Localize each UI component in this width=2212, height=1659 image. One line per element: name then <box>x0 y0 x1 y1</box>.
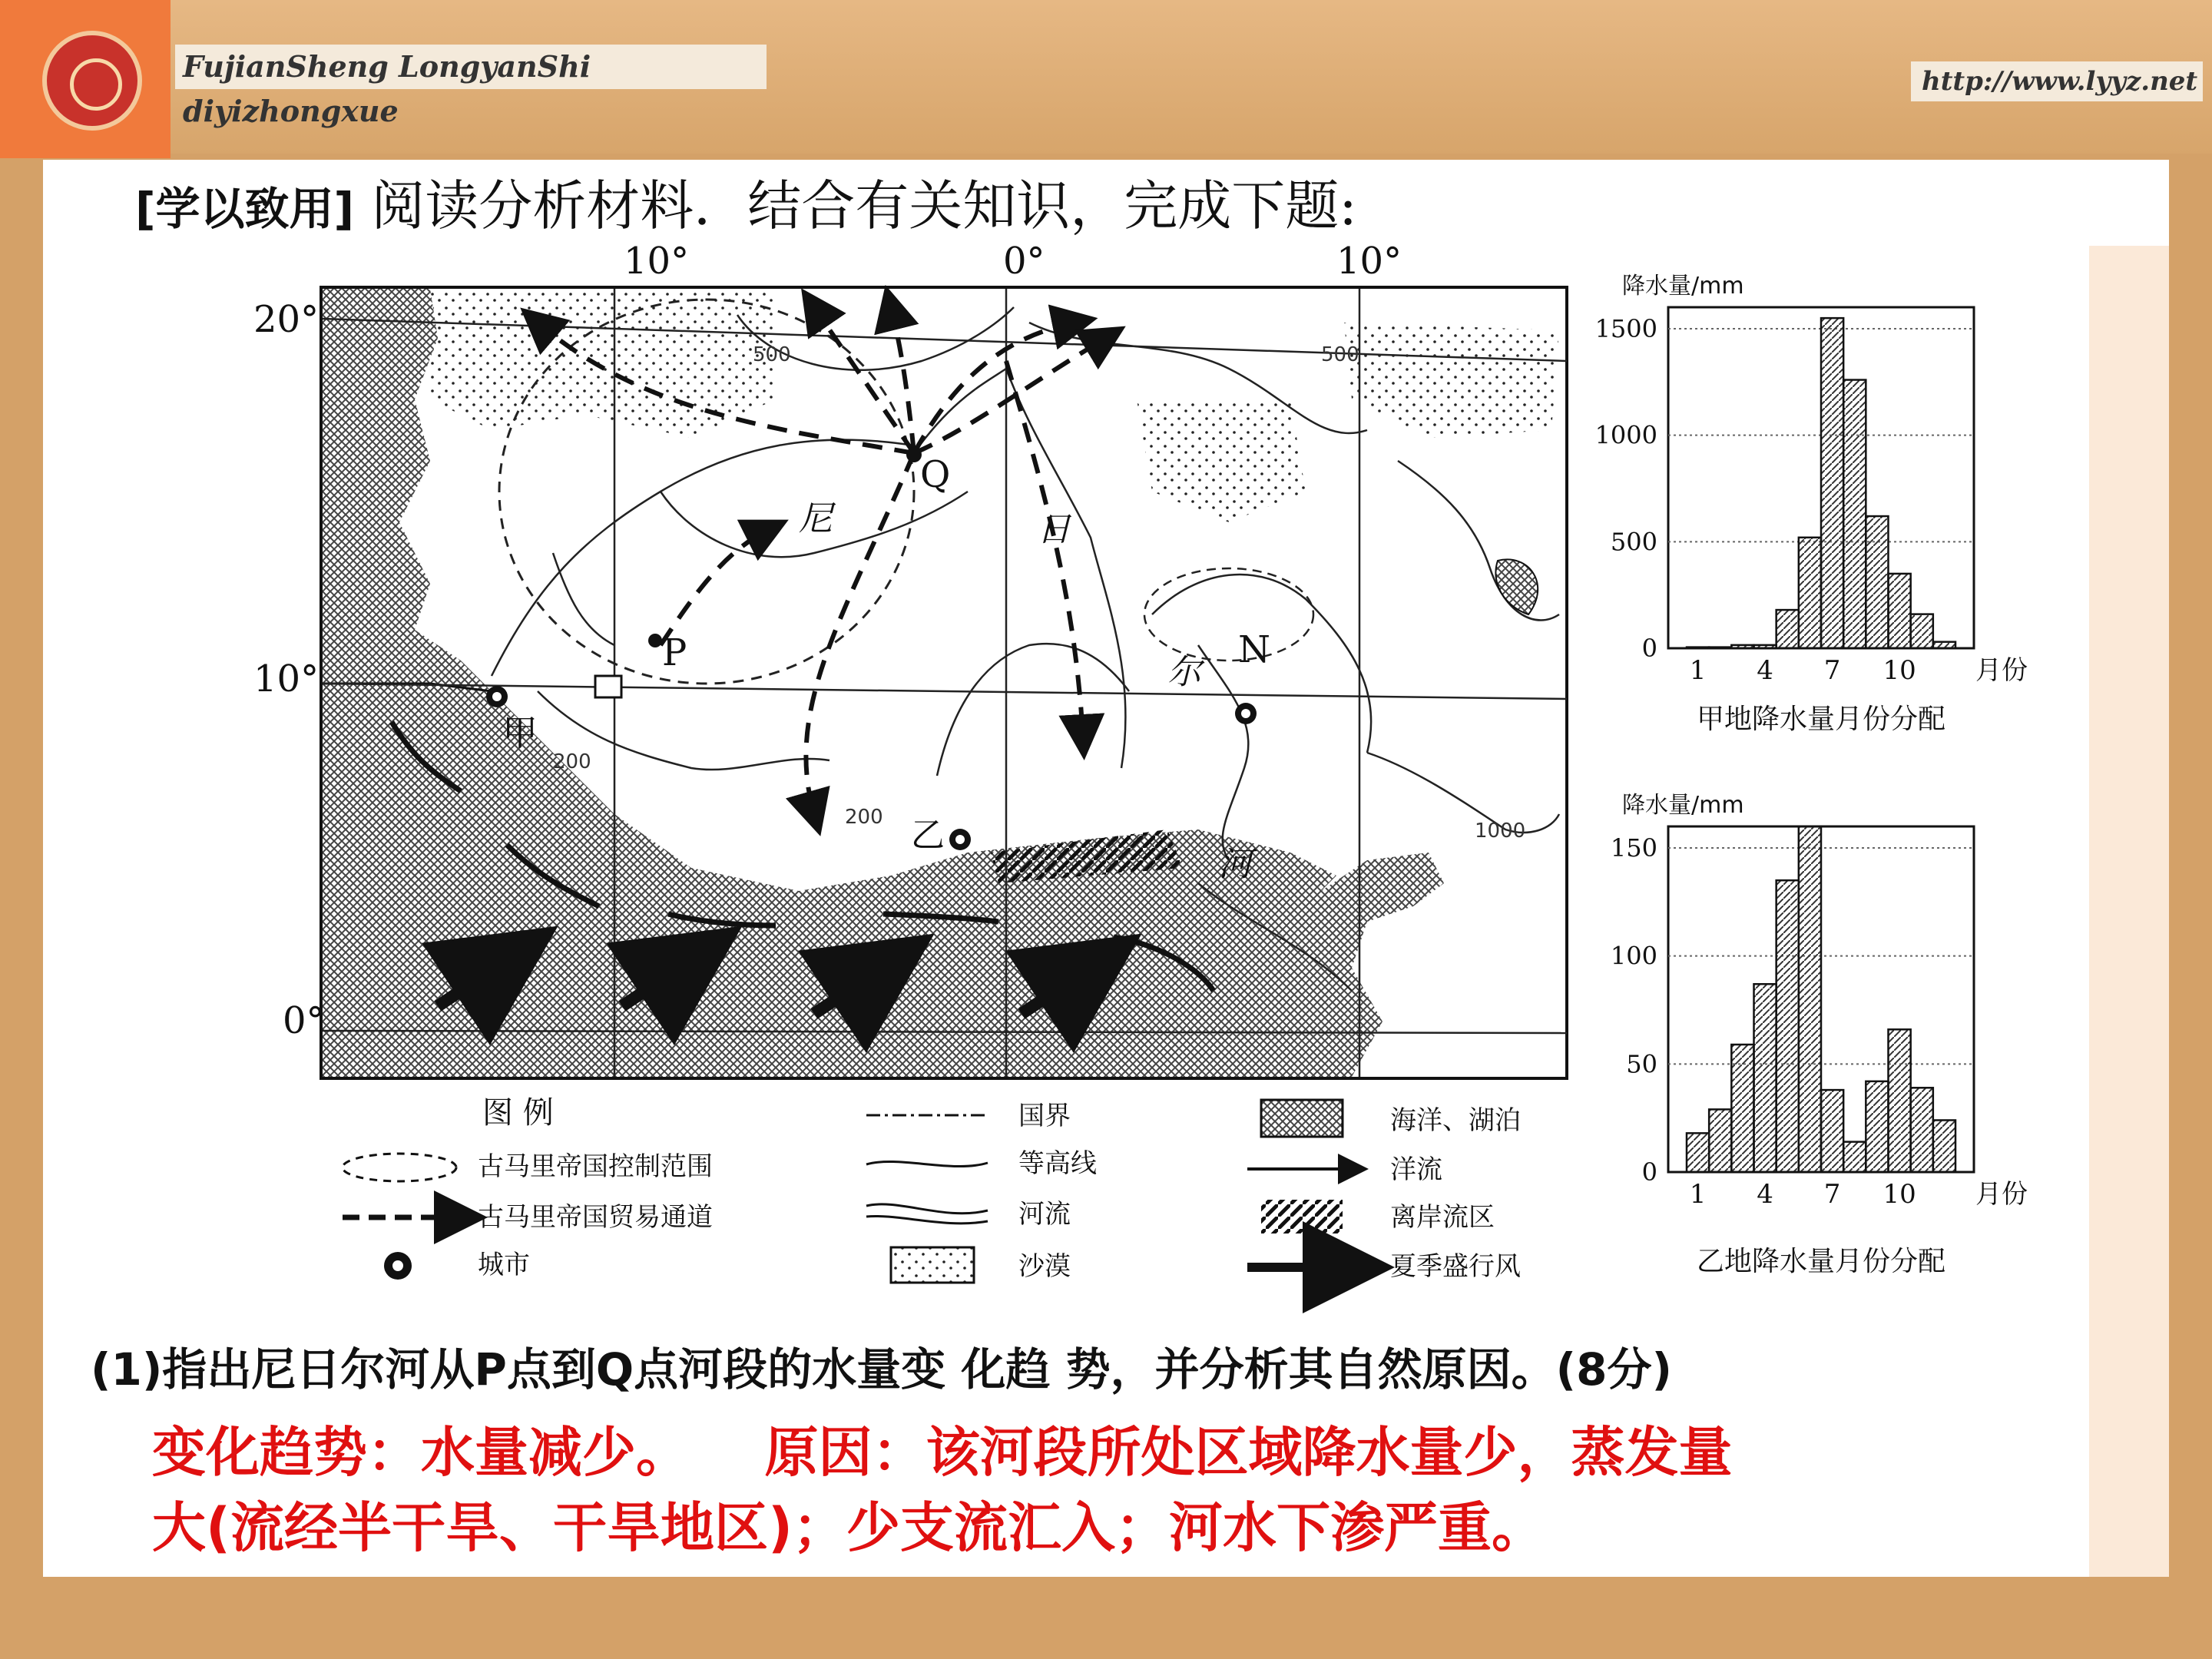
chart-bar <box>1687 1133 1709 1172</box>
chart-bar <box>1843 380 1866 648</box>
lon-label-0: 0° <box>1003 240 1045 283</box>
site-url: http://www.lyyz.net <box>1911 61 2203 101</box>
chart-bar <box>1889 1029 1911 1172</box>
legend-title: 图 例 <box>482 1095 554 1131</box>
legend-label: 国界 <box>1018 1101 1071 1131</box>
chart-y-tick: 0 <box>1641 634 1657 663</box>
legend-label: 海洋、湖泊 <box>1390 1105 1521 1136</box>
label-n: N <box>1238 628 1270 671</box>
desert-dots-icon <box>891 1247 974 1283</box>
legend-label: 等高线 <box>1018 1148 1097 1179</box>
chart-bar <box>1821 1090 1843 1172</box>
chart-bar <box>1777 610 1799 648</box>
label-yi: 乙 <box>911 816 945 855</box>
legend-label: 河流 <box>1018 1199 1071 1230</box>
contour-label: 500 <box>753 343 791 366</box>
chart-bar <box>1731 1045 1753 1172</box>
chart-y-tick: 1500 <box>1594 314 1657 343</box>
chart-x-tick: 1 <box>1689 655 1707 686</box>
label-ni: 尼 <box>799 499 833 538</box>
legend-label: 洋流 <box>1390 1154 1442 1185</box>
lat-label-10n: 10° <box>253 657 320 700</box>
lat-label-0: 0° <box>283 999 325 1042</box>
lon-label-10e: 10° <box>1336 240 1402 283</box>
label-jia: 甲 <box>502 712 538 753</box>
chart-y-tick: 150 <box>1610 833 1657 863</box>
chart-jia <box>1595 273 2028 735</box>
label-ri: 日 <box>1037 510 1071 549</box>
chart-x-tick: 7 <box>1823 655 1841 686</box>
dashed-ellipse-icon <box>343 1154 456 1181</box>
heading-title: 阅读分析材料．结合有关知识，完成下题: <box>371 174 1357 237</box>
map-legend <box>343 1095 1521 1283</box>
chart-x-tick: 10 <box>1883 655 1916 686</box>
chart-bar <box>1731 645 1753 648</box>
chart-bar <box>1687 647 1709 648</box>
chart-bar <box>1754 984 1777 1172</box>
chart-bar <box>1843 1142 1866 1172</box>
ocean-hatch-icon <box>1261 1100 1343 1137</box>
legend-label: 夏季盛行风 <box>1390 1251 1521 1282</box>
chart-x-tick: 4 <box>1757 655 1773 686</box>
contour-label: 200 <box>553 750 591 773</box>
chart-x-tick: 1 <box>1689 1179 1707 1210</box>
contour-label: 200 <box>845 806 883 829</box>
chart-bar <box>1933 1120 1955 1172</box>
label-er: 尔 <box>1167 653 1201 692</box>
chart-x-tick: 4 <box>1757 1179 1773 1210</box>
contour-label: 1000 <box>1475 820 1526 843</box>
chart-bar <box>1889 574 1911 648</box>
chart-y-tick: 1000 <box>1594 420 1657 450</box>
chart-y-label: 降水量/mm <box>1622 273 1744 300</box>
diagonal-hatch-icon <box>1261 1200 1343 1233</box>
lon-label-10w: 10° <box>624 240 690 283</box>
chart-x-tick: 7 <box>1823 1179 1841 1210</box>
school-name: FujianSheng LongyanShi diyizhongxue <box>175 45 767 89</box>
answer-text <box>152 1415 2026 1565</box>
chart-bar <box>1709 647 1731 648</box>
chart-yi <box>1611 792 2028 1277</box>
label-q: Q <box>920 453 951 496</box>
chart-bar <box>1911 614 1933 648</box>
river-icon <box>866 1204 988 1224</box>
chart-x-tick: 10 <box>1883 1179 1916 1210</box>
chart-y-tick: 50 <box>1626 1049 1657 1079</box>
chart-y-tick: 500 <box>1610 527 1657 557</box>
chart-y-tick: 100 <box>1610 941 1657 971</box>
legend-label: 离岸流区 <box>1390 1202 1495 1233</box>
chart-bar <box>1799 826 1821 1172</box>
chart-x-label: 月份 <box>1975 655 2028 686</box>
heading-tag: [学以致用] <box>135 183 355 235</box>
label-p: P <box>662 631 687 674</box>
legend-label: 古马里帝国贸易通道 <box>478 1202 713 1233</box>
answer-line-1: 变化趋势：水量减少。 原因：该河段所处区域降水量少，蒸发量 <box>152 1421 1733 1484</box>
legend-label: 沙漠 <box>1018 1251 1071 1282</box>
chart-y-label: 降水量/mm <box>1622 792 1744 819</box>
chart-caption: 甲地降水量月份分配 <box>1696 704 1946 735</box>
lat-label-20n: 20° <box>253 298 320 341</box>
chart-bar <box>1799 538 1821 648</box>
chart-caption: 乙地降水量月份分配 <box>1696 1246 1946 1277</box>
chart-y-tick: 0 <box>1641 1157 1657 1187</box>
map-frame <box>321 287 1567 1078</box>
contour-line-icon <box>866 1162 988 1167</box>
chart-bar <box>1866 516 1888 648</box>
chart-bar <box>1709 1109 1731 1172</box>
answer-line-2: 大(流经半干旱、干旱地区)；少支流汇入；河水下渗严重。 <box>152 1496 1545 1559</box>
question-1: (1)指出尼日尔河从P点到Q点河段的水量变 化趋 势，并分析其自然原因。(8分) <box>91 1343 1672 1396</box>
legend-label: 城市 <box>478 1250 530 1280</box>
chart-bar <box>1777 880 1799 1172</box>
contour-label: 500 <box>1321 343 1359 366</box>
chart-bar <box>1866 1081 1888 1172</box>
chart-x-label: 月份 <box>1975 1179 2028 1210</box>
chart-bar <box>1933 642 1955 648</box>
chart-bar <box>1754 645 1777 648</box>
chart-bar <box>1911 1088 1933 1172</box>
chart-bar <box>1821 318 1843 648</box>
label-he: 河 <box>1218 845 1252 884</box>
legend-label: 古马里帝国控制范围 <box>478 1151 713 1182</box>
